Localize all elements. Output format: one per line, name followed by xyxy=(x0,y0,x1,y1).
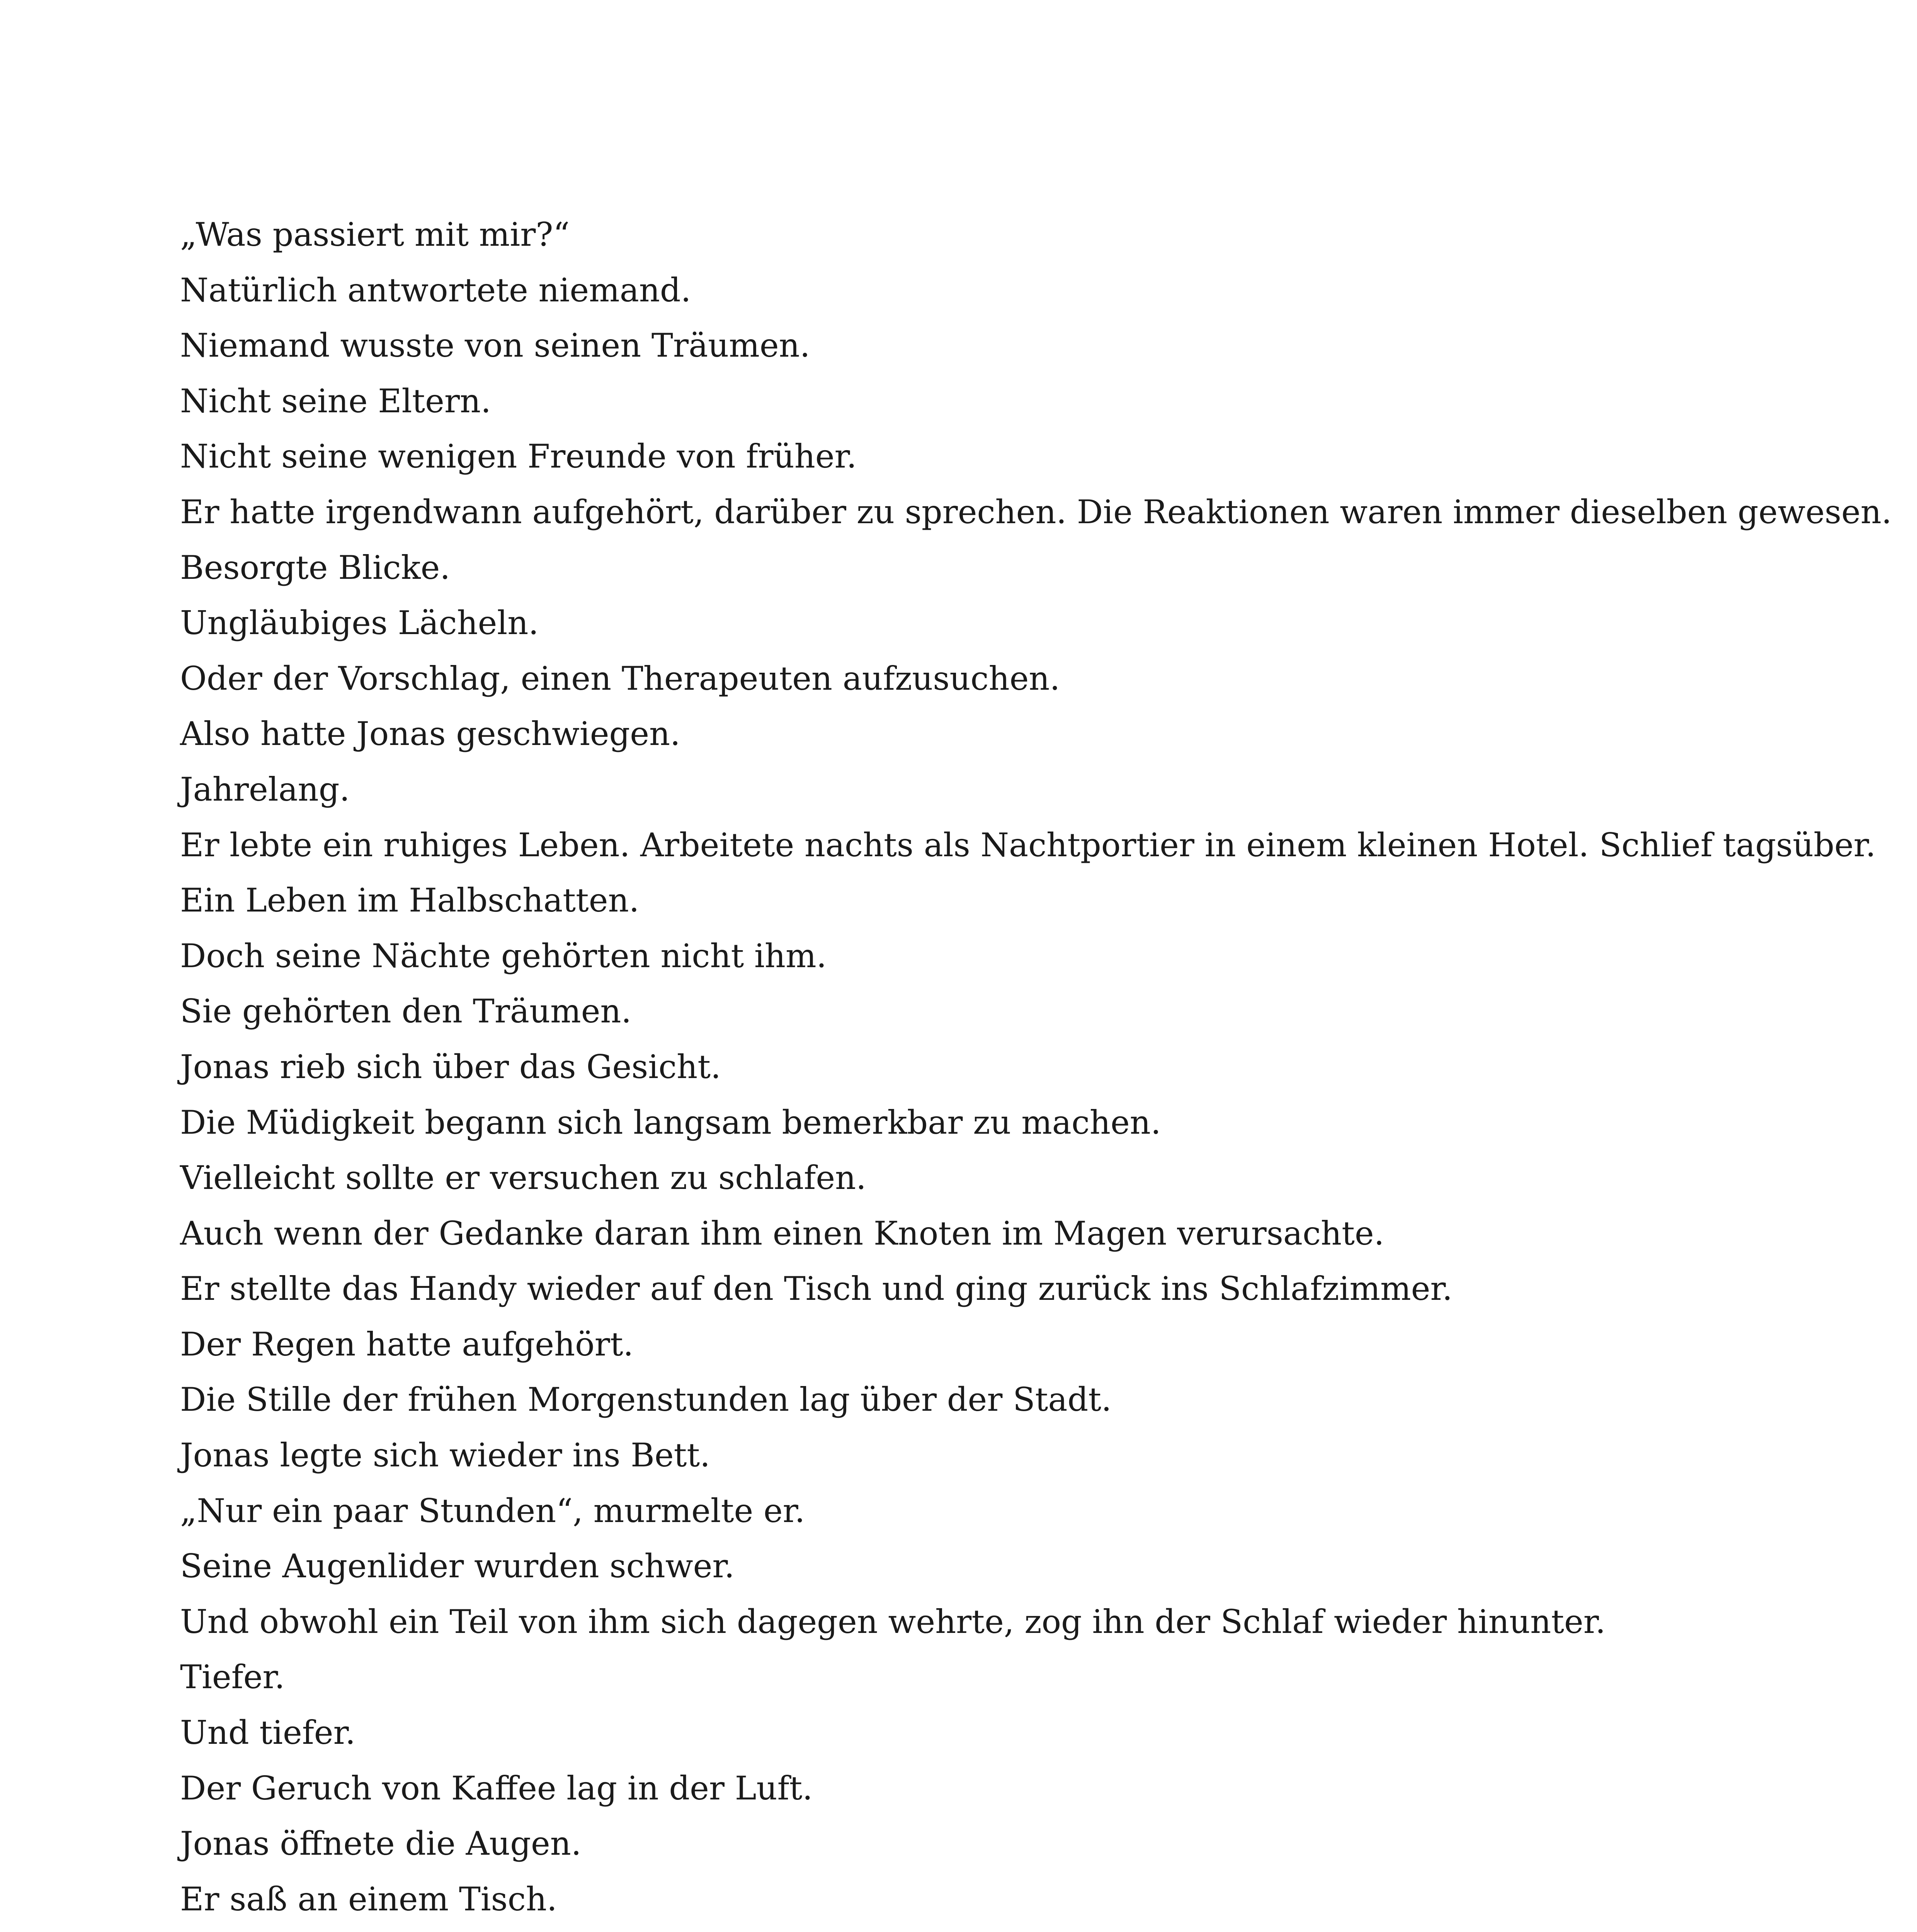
text-line: Er saß an einem Tisch. xyxy=(180,1880,557,1918)
text-line: Er lebte ein ruhiges Leben. Arbeitete nachts als Nachtportier in einem kleinen Hotel. Schlief tagsüber. xyxy=(180,826,1876,864)
text-line: Ein Leben im Halbschatten. xyxy=(180,881,640,920)
text-line: Jahrelang. xyxy=(180,770,350,808)
text-line: Besorgte Blicke. xyxy=(180,548,451,587)
text-line: Er hatte irgendwann aufgehört, darüber zu sprechen. Die Reaktionen waren immer dieselben gewesen. xyxy=(180,493,1892,531)
text-line: Nicht seine Eltern. xyxy=(180,382,491,420)
text-line: Der Geruch von Kaffee lag in der Luft. xyxy=(180,1769,813,1807)
text-line: Ungläubiges Lächeln. xyxy=(180,604,539,642)
text-line: „Was passiert mit mir?“ xyxy=(180,216,570,253)
body-text xyxy=(180,207,1892,1932)
text-line: Vielleicht sollte er versuchen zu schlafen. xyxy=(180,1159,866,1197)
text-line: Seine Augenlider wurden schwer. xyxy=(180,1547,735,1585)
text-line: Jonas legte sich wieder ins Bett. xyxy=(180,1436,710,1475)
text-line: Nicht seine wenigen Freunde von früher. xyxy=(180,437,857,476)
text-line: Die Stille der frühen Morgenstunden lag über der Stadt. xyxy=(180,1381,1112,1419)
text-line: Die Müdigkeit begann sich langsam bemerkbar zu machen. xyxy=(180,1103,1161,1141)
text-line xyxy=(180,1927,1764,1932)
text-line: Auch wenn der Gedanke daran ihm einen Knoten im Magen verursachte. xyxy=(180,1214,1385,1252)
text-line: Der Regen hatte aufgehört. xyxy=(180,1325,634,1363)
text-line: Natürlich antwortete niemand. xyxy=(180,271,691,309)
text-line: Tiefer. xyxy=(180,1658,285,1696)
text-line: Er stellte das Handy wieder auf den Tisch und ging zurück ins Schlafzimmer. xyxy=(180,1270,1453,1308)
text-line: Und tiefer. xyxy=(180,1714,356,1752)
text-line: Jonas rieb sich über das Gesicht. xyxy=(180,1048,721,1086)
text-line: Also hatte Jonas geschwiegen. xyxy=(180,715,680,753)
text-line: Oder der Vorschlag, einen Therapeuten aufzusuchen. xyxy=(180,659,1060,697)
text-line: „Nur ein paar Stunden“, murmelte er. xyxy=(180,1492,805,1530)
text-line: Jonas öffnete die Augen. xyxy=(180,1825,582,1863)
text-line: Und obwohl ein Teil von ihm sich dagegen wehrte, zog ihn der Schlaf wieder hinunter. xyxy=(180,1602,1606,1641)
text-line: Doch seine Nächte gehörten nicht ihm. xyxy=(180,937,827,975)
text-line: Niemand wusste von seinen Träumen. xyxy=(180,327,810,365)
text-line: Sie gehörten den Träumen. xyxy=(180,992,632,1031)
